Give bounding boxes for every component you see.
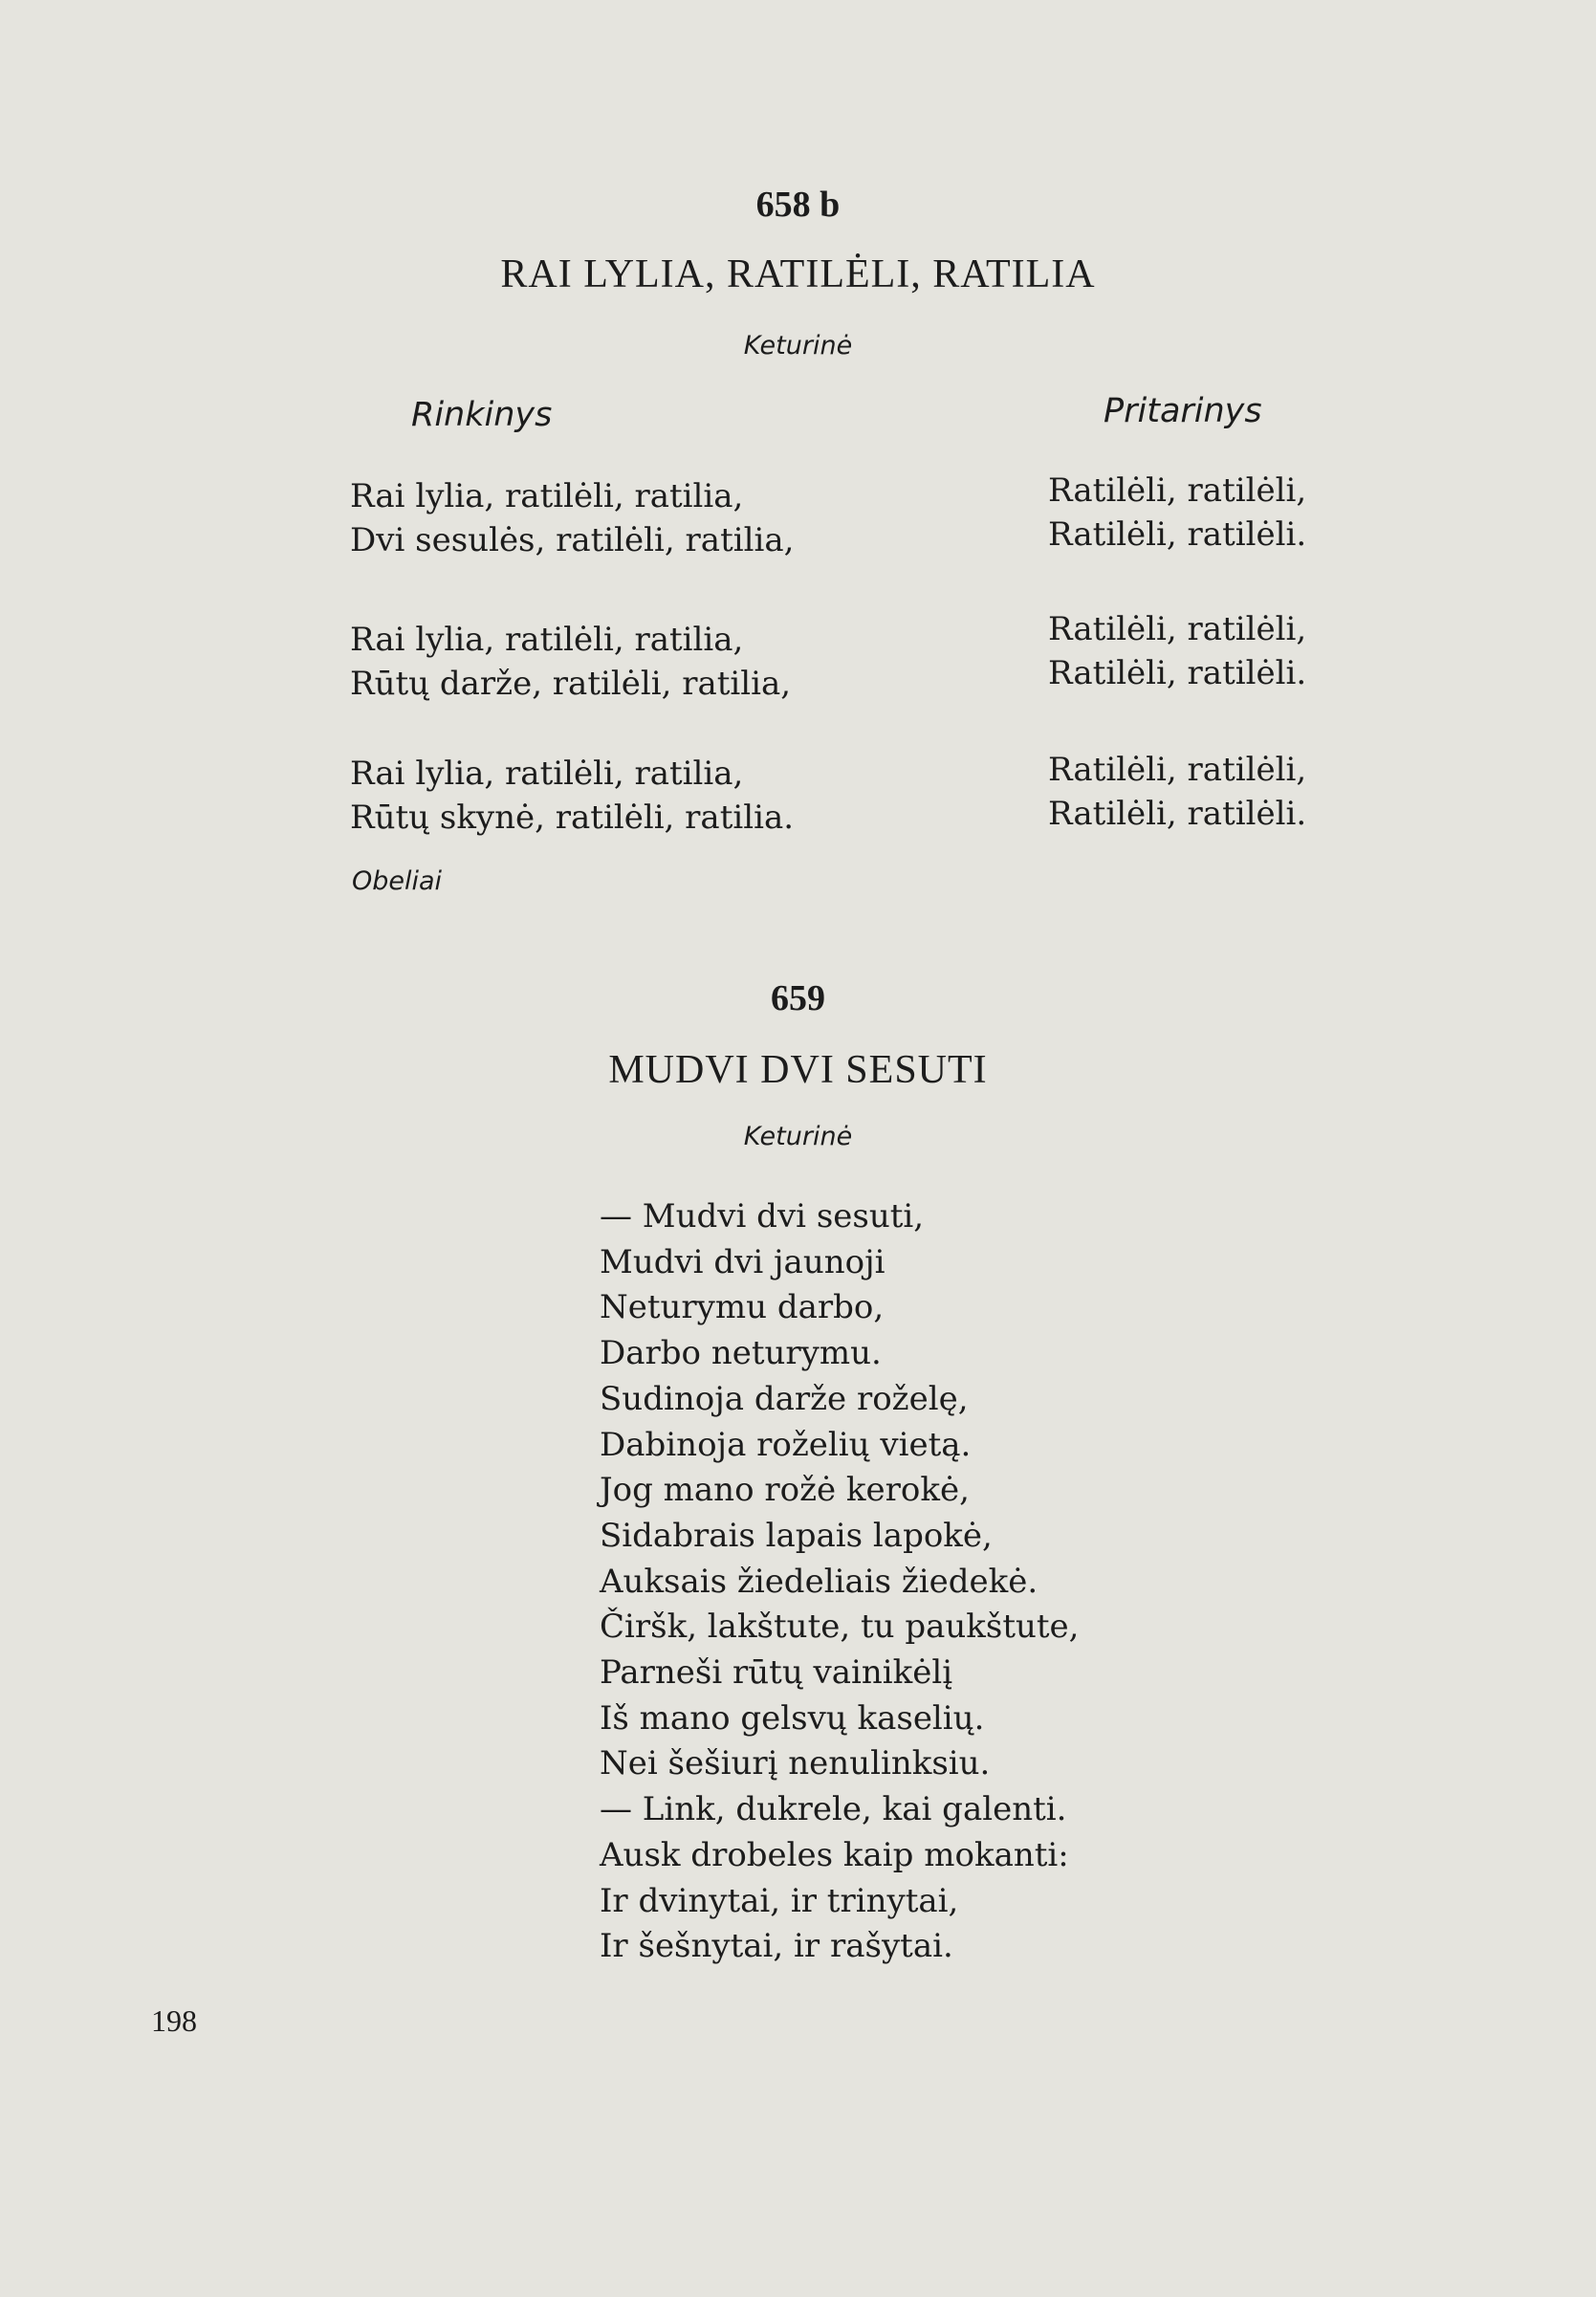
verse-line: Sidabrais lapais lapokė, [600,1516,993,1555]
poem-body [600,1194,1079,1970]
verse-line: — Mudvi dvi sesuti, [600,1197,925,1236]
verse-line: Rūtų darže, ratilėli, ratilia, [350,665,792,703]
verse-line: Čiršk, lakštute, tu paukštute, [600,1608,1080,1647]
verse-line: Mudvi dvi jaunoji [600,1242,885,1281]
stanza-right [1048,748,1306,836]
verse-line: Neturymu darbo, [600,1288,885,1327]
verse-line: Rai lylia, ratilėli, ratilia, [350,477,744,515]
stanza-left [350,618,791,706]
verse-line: Ratilėli, ratilėli. [1048,654,1307,692]
verse-line: Rūtų skynė, ratilėli, ratilia. [350,798,795,837]
place-of-recording: Obeliai [352,866,443,896]
verse-line: Ratilėli, ratilėli, [1048,751,1307,789]
stanza-left [350,752,794,840]
song-subtitle: Keturinė [743,331,853,361]
song-title: RAI LYLIA, RATILĖLI, RATILIA [500,252,1096,296]
verse-line: Rai lylia, ratilėli, ratilia, [350,621,744,659]
verse-line: Parneši rūtų vainikėlį [600,1653,953,1693]
verse-line: Dabinoja roželių vietą. [600,1425,972,1464]
verse-line: Ausk drobeles kaip mokanti: [600,1835,1069,1874]
verse-line: Jog mano rožė kerokė, [600,1471,970,1510]
column-heading-left: Rinkinys [411,396,553,434]
verse-line: Ratilėli, ratilėli. [1048,795,1307,833]
verse-line: Darbo neturymu. [600,1334,882,1373]
verse-line: Ratilėli, ratilėli, [1048,610,1307,648]
page-number: 198 [151,2003,197,2038]
song-number: 658 b [755,185,841,225]
verse-line: Ir šešnytai, ir rašytai. [600,1927,953,1966]
verse-line: — Link, dukrele, kai galenti. [600,1790,1067,1829]
verse-line: Sudinoja darže roželę, [600,1379,969,1418]
verse-line: Nei šešiurį nenulinksiu. [600,1744,991,1783]
column-heading-right: Pritarinys [1104,392,1262,430]
stanza-left [350,474,794,562]
song-title: MUDVI DVI SESUTI [608,1048,988,1092]
verse-line: Auksais žiedeliais žiedekė. [600,1562,1038,1601]
stanza-right [1048,607,1306,695]
stanza-right [1048,469,1306,557]
verse-line: Rai lylia, ratilėli, ratilia, [350,755,744,793]
verse-line: Dvi sesulės, ratilėli, ratilia, [350,521,795,559]
verse-line: Ir dvinytai, ir trinytai, [600,1881,959,1920]
song-number: 659 [771,978,825,1018]
verse-line: Iš mano gelsvų kaselių. [600,1698,985,1738]
verse-line: Ratilėli, ratilėli, [1048,471,1307,510]
song-subtitle: Keturinė [743,1122,853,1151]
verse-line: Ratilėli, ratilėli. [1048,515,1307,554]
